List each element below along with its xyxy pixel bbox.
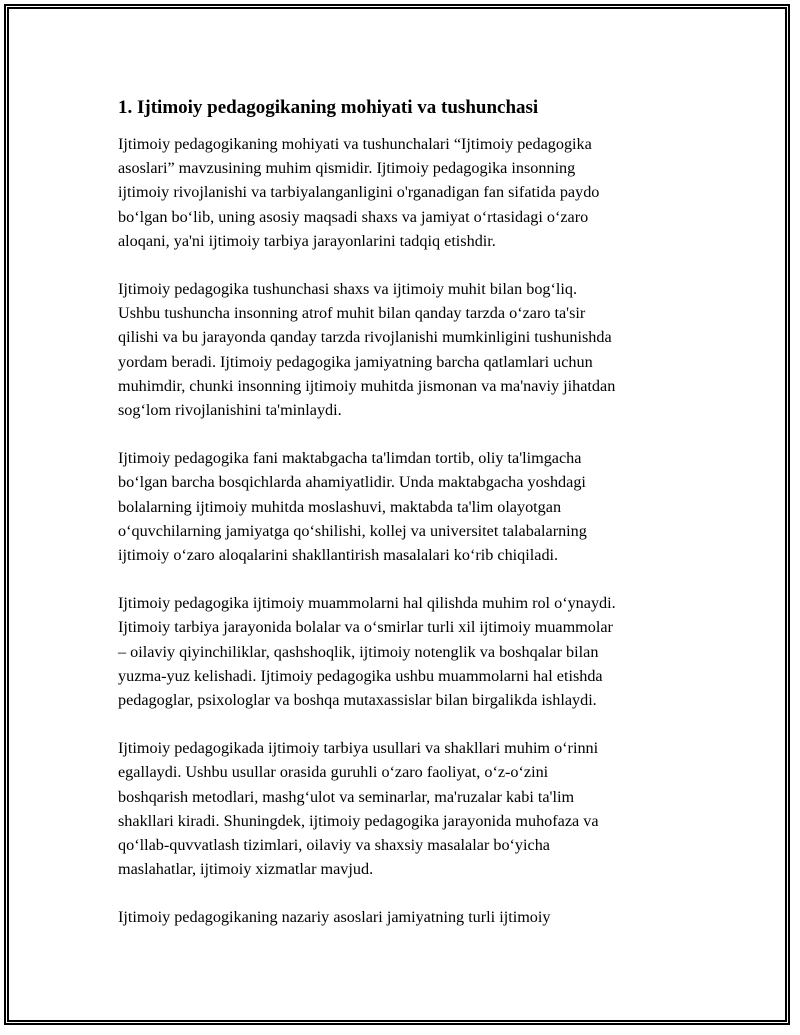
text-line: egallaydi. Ushbu usullar orasida guruhli o‘zaro faoliyat, o‘z-o‘zini bbox=[118, 763, 549, 782]
text-line: Ijtimoiy pedagogika fani maktabgacha ta'limdan tortib, oliy ta'limgacha bbox=[118, 449, 582, 468]
text-line: Ijtimoiy tarbiya jarayonida bolalar va o‘smirlar turli xil ijtimoiy muammolar bbox=[118, 618, 613, 637]
text-line: maslahatlar, ijtimoiy xizmatlar mavjud. bbox=[118, 860, 374, 879]
paragraph-2 bbox=[118, 277, 698, 422]
text-line: Ijtimoiy pedagogika ijtimoiy muammolarni hal qilishda muhim rol o‘ynaydi. bbox=[118, 594, 616, 613]
text-line: bo‘lgan bo‘lib, uning asosiy maqsadi shaxs va jamiyat o‘rtasidagi o‘zaro bbox=[118, 207, 589, 226]
paragraph-3 bbox=[118, 446, 698, 567]
text-line: yordam beradi. Ijtimoiy pedagogika jamiyatning barcha qatlamlari uchun bbox=[118, 352, 593, 371]
paragraph-5 bbox=[118, 736, 698, 881]
text-line: Ijtimoiy pedagogikada ijtimoiy tarbiya usullari va shakllari muhim o‘rinni bbox=[118, 739, 599, 758]
text-line: boshqarish metodlari, mashg‘ulot va seminarlar, ma'ruzalar kabi ta'lim bbox=[118, 787, 575, 806]
paragraph-4 bbox=[118, 591, 698, 712]
text-line: aloqani, ya'ni ijtimoiy tarbiya jarayonlarini tadqiq etishdir. bbox=[118, 231, 496, 250]
text-line: shakllari kiradi. Shuningdek, ijtimoiy pedagogika jarayonida muhofaza va bbox=[118, 811, 599, 830]
paragraph-6 bbox=[118, 905, 698, 929]
text-line: asoslari” mavzusining muhim qismidir. Ijtimoiy pedagogika insonning bbox=[118, 159, 576, 178]
text-line: qilishi va bu jarayonda qanday tarzda rivojlanishi mumkinligini tushunishda bbox=[118, 328, 612, 347]
text-line: ijtimoiy o‘zaro aloqalarini shakllantirish masalalari ko‘rib chiqiladi. bbox=[118, 546, 559, 565]
text-line: Ijtimoiy pedagogikaning mohiyati va tushunchalari “Ijtimoiy pedagogika bbox=[118, 135, 592, 153]
text-line: sog‘lom rivojlanishini ta'minlaydi. bbox=[118, 401, 342, 420]
document-body bbox=[118, 96, 698, 954]
text-line: muhimdir, chunki insonning ijtimoiy muhitda jismonan va ma'naviy jihatdan bbox=[118, 376, 616, 395]
text-line: Ijtimoiy pedagogika tushunchasi shaxs va ijtimoiy muhit bilan bog‘liq. bbox=[118, 280, 578, 299]
text-line: Ijtimoiy pedagogikaning nazariy asoslari jamiyatning turli ijtimoiy bbox=[118, 908, 551, 927]
section-heading: 1. Ijtimoiy pedagogikaning mohiyati va tushunchasi bbox=[118, 97, 539, 118]
text-line: Ushbu tushuncha insonning atrof muhit bilan qanday tarzda o‘zaro ta'sir bbox=[118, 304, 586, 323]
paragraph-1 bbox=[118, 132, 698, 253]
text-line: o‘quvchilarning jamiyatga qo‘shilishi, kollej va universitet talabalarning bbox=[118, 521, 587, 540]
text-line: bo‘lgan barcha bosqichlarda ahamiyatlidir. Unda maktabgacha yoshdagi bbox=[118, 473, 586, 492]
text-line: yuzma-yuz kelishadi. Ijtimoiy pedagogika ushbu muammolarni hal etishda bbox=[118, 666, 603, 685]
text-line: qo‘llab-quvvatlash tizimlari, oilaviy va shaxsiy masalalar bo‘yicha bbox=[118, 836, 550, 855]
text-line: pedagoglar, psixologlar va boshqa mutaxassislar bilan birgalikda ishlaydi. bbox=[118, 691, 597, 710]
text-line: ijtimoiy rivojlanishi va tarbiyalanganligini o'rganadigan fan sifatida paydo bbox=[118, 183, 600, 202]
text-line: – oilaviy qiyinchiliklar, qashshoqlik, ijtimoiy notenglik va boshqalar bilan bbox=[118, 642, 599, 661]
text-line: bolalarning ijtimoiy muhitda moslashuvi, maktabda ta'lim olayotgan bbox=[118, 497, 562, 516]
